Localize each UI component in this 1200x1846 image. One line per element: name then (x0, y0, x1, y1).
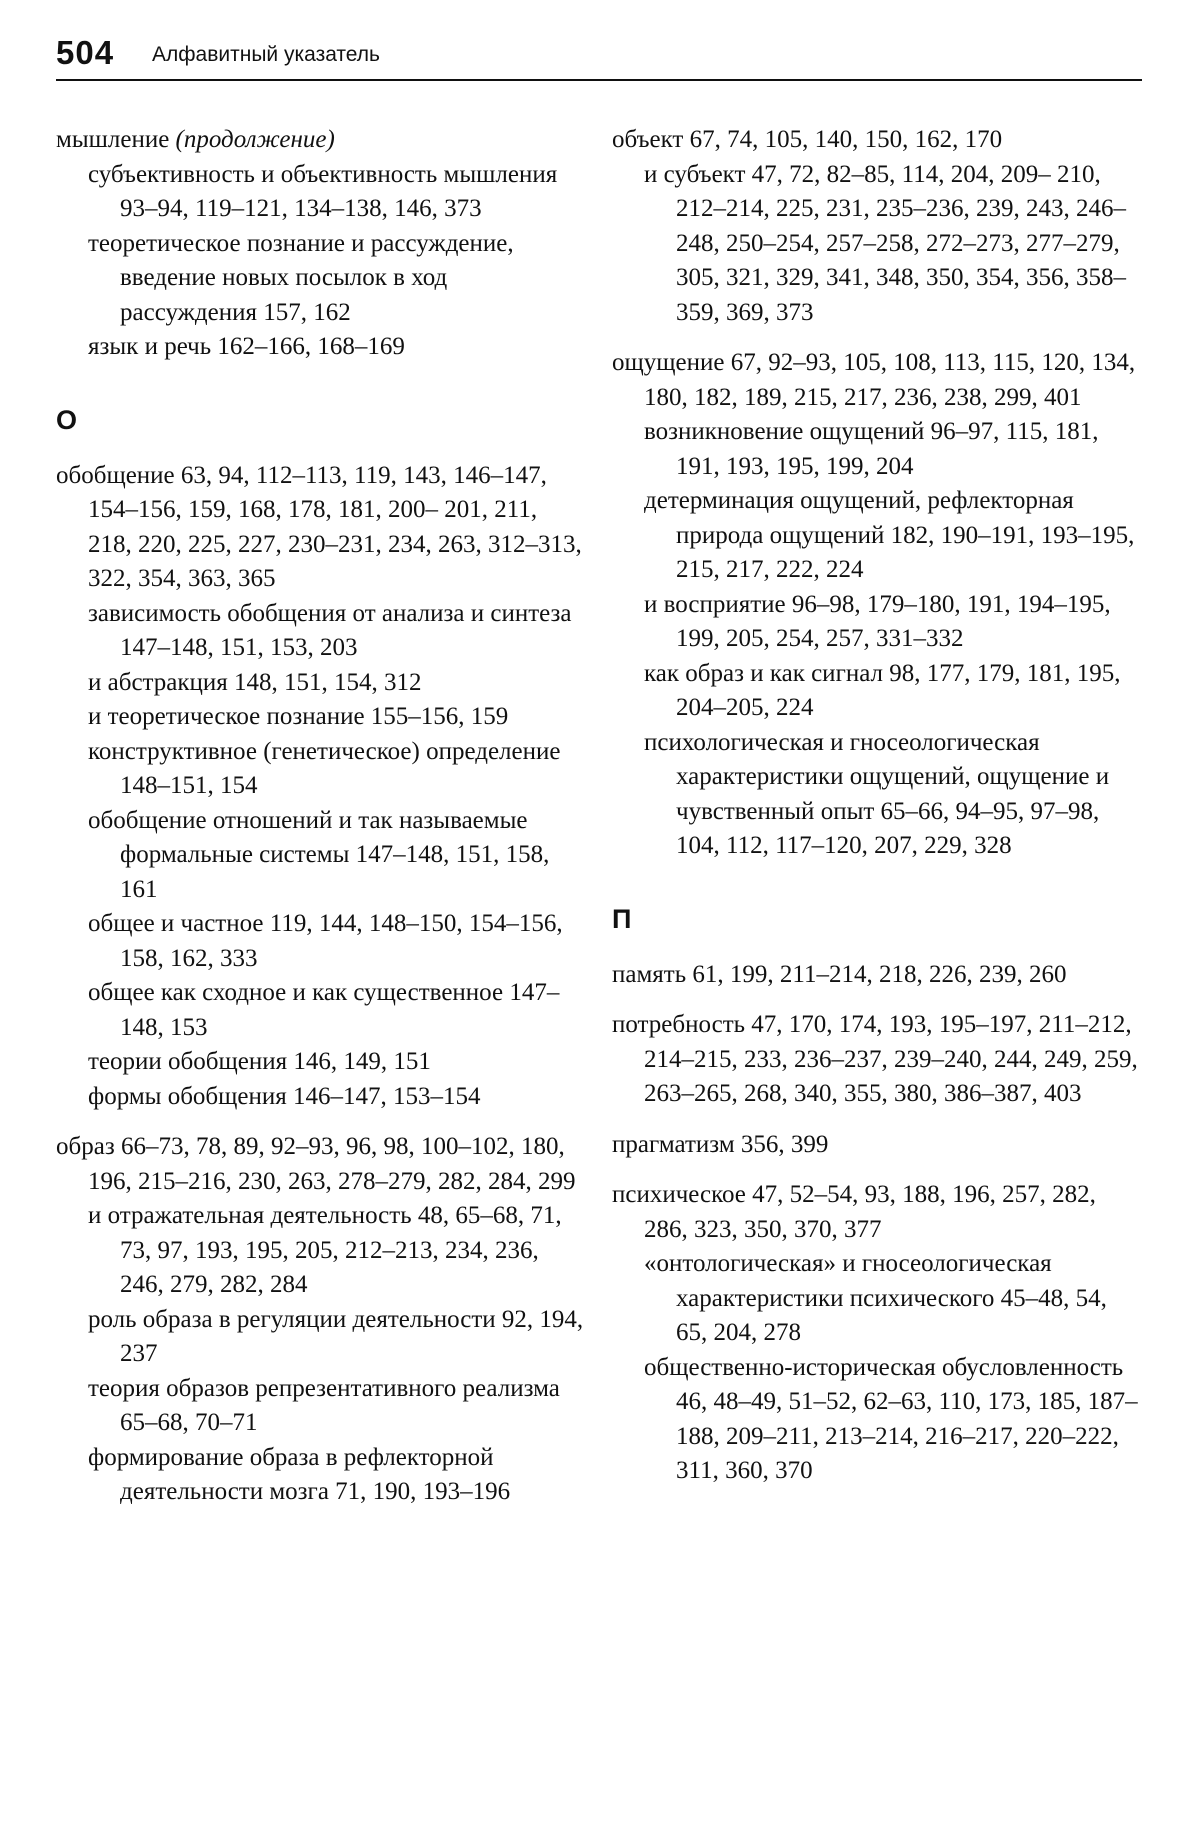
index-subentry: обобщение отношений и так называемые формальные системы 147–148, 151, 158, 161 (56, 804, 586, 908)
index-subentry: зависимость обобщения от анализа и синтеза 147–148, 151, 153, 203 (56, 597, 586, 666)
index-subentry: как образ и как сигнал 98, 177, 179, 181, 195, 204–205, 224 (612, 657, 1144, 726)
index-subentry: и отражательная деятельность 48, 65–68, 71, 73, 97, 193, 195, 205, 212–213, 234, 236, 246, 279, 282, 284 (56, 1199, 586, 1303)
index-entry: память 61, 199, 211–214, 218, 226, 239, 260 (612, 958, 1144, 993)
entry-term: мышление (56, 126, 169, 153)
index-entry: психическое 47, 52–54, 93, 188, 196, 257, 282, 286, 323, 350, 370, 377 (612, 1178, 1144, 1247)
left-column (56, 123, 586, 1510)
index-subentry: формы обобщения 146–147, 153–154 (56, 1080, 586, 1115)
index-subentry: и абстракция 148, 151, 154, 312 (56, 666, 586, 701)
index-subentry: теория образов репрезентативного реализма 65–68, 70–71 (56, 1372, 586, 1441)
index-subentry: общественно-историческая обусловленность 46, 48–49, 51–52, 62–63, 110, 173, 185, 187–188, 209–211, 213–214, 216–217, 220–222, 311, 360, 370 (612, 1351, 1144, 1489)
index-entry: ощущение 67, 92–93, 105, 108, 113, 115, 120, 134, 180, 182, 189, 215, 217, 236, 238, 299, 401 (612, 346, 1144, 415)
index-subentry: возникновение ощущений 96–97, 115, 181, 191, 193, 195, 199, 204 (612, 415, 1144, 484)
page-header (56, 34, 1142, 82)
section-letter: П (612, 902, 1144, 936)
running-title: Алфавитный указатель (152, 43, 380, 67)
index-subentry: общее как сходное и как существенное 147–148, 153 (56, 976, 586, 1045)
index-entry: образ 66–73, 78, 89, 92–93, 96, 98, 100–102, 180, 196, 215–216, 230, 263, 278–279, 282, 284, 299 (56, 1130, 586, 1199)
index-subentry: субъективность и объективность мышления 93–94, 119–121, 134–138, 146, 373 (56, 158, 586, 227)
index-entry: потребность 47, 170, 174, 193, 195–197, 211–212, 214–215, 233, 236–237, 239–240, 244, 249, 259, 263–265, 268, 340, 355, 380, 386–387, 403 (612, 1008, 1144, 1112)
index-subentry: язык и речь 162–166, 168–169 (56, 330, 586, 365)
right-column (612, 123, 1144, 1489)
page-number: 504 (56, 34, 114, 72)
index-entry (56, 123, 586, 158)
index-subentry: общее и частное 119, 144, 148–150, 154–156, 158, 162, 333 (56, 907, 586, 976)
index-subentry: теоретическое познание и рассуждение, введение новых посылок в ход рассуждения 157, 162 (56, 227, 586, 331)
index-subentry: конструктивное (генетическое) определение 148–151, 154 (56, 735, 586, 804)
index-entry: прагматизм 356, 399 (612, 1128, 1144, 1163)
section-letter: О (56, 403, 586, 437)
index-subentry: и восприятие 96–98, 179–180, 191, 194–195, 199, 205, 254, 257, 331–332 (612, 588, 1144, 657)
index-subentry: детерминация ощущений, рефлекторная природа ощущений 182, 190–191, 193–195, 215, 217, 222, 224 (612, 484, 1144, 588)
index-entry: обобщение 63, 94, 112–113, 119, 143, 146–147, 154–156, 159, 168, 178, 181, 200– 201, 211, 218, 220, 225, 227, 230–231, 234, 263, 312–313, 322, 354, 363, 365 (56, 459, 586, 597)
header-rule (56, 79, 1142, 81)
index-subentry: психологическая и гносеологическая характеристики ощущений, ощущение и чувственный опыт 65–66, 94–95, 97–98, 104, 112, 117–120, 207, 229, 328 (612, 726, 1144, 864)
index-subentry: роль образа в регуляции деятельности 92, 194, 237 (56, 1303, 586, 1372)
index-subentry: «онтологическая» и гносеологическая характеристики психического 45–48, 54, 65, 204, 278 (612, 1247, 1144, 1351)
index-subentry: формирование образа в рефлекторной деятельности мозга 71, 190, 193–196 (56, 1441, 586, 1510)
index-subentry: и теоретическое познание 155–156, 159 (56, 700, 586, 735)
index-subentry: теории обобщения 146, 149, 151 (56, 1045, 586, 1080)
continuation-note: (продолжение) (176, 126, 335, 153)
index-entry: объект 67, 74, 105, 140, 150, 162, 170 (612, 123, 1144, 158)
index-subentry: и субъект 47, 72, 82–85, 114, 204, 209– 210, 212–214, 225, 231, 235–236, 239, 243, 246–248, 250–254, 257–258, 272–273, 277–279, 305, 321, 329, 341, 348, 350, 354, 356, 358–359, 369, 373 (612, 158, 1144, 331)
